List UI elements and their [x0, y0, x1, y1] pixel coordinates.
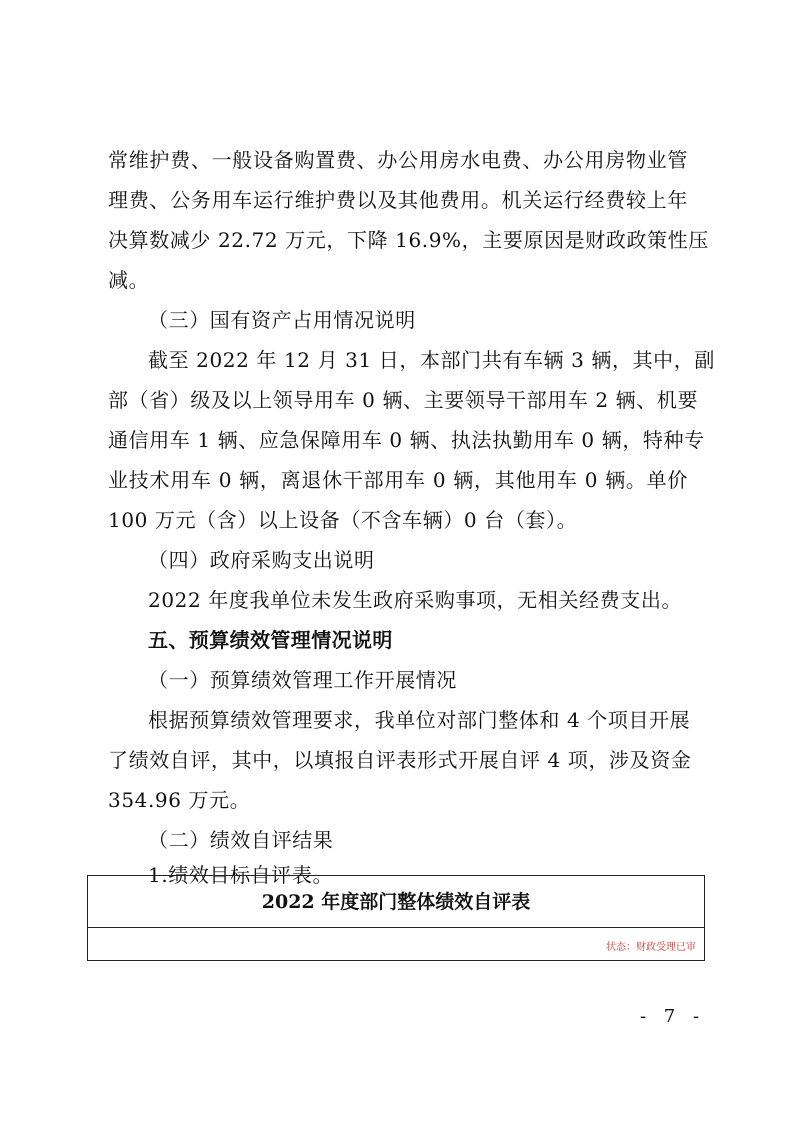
paragraph-line: 理费、公务用车运行维护费以及其他费用。机关运行经费较上年	[108, 188, 688, 212]
subheading-assets: （三）国有资产占用情况说明	[148, 308, 416, 332]
self-evaluation-table	[87, 875, 705, 961]
paragraph-line: 354.96 万元。	[108, 788, 251, 812]
section-heading: 五、预算绩效管理情况说明	[148, 628, 393, 652]
paragraph-line: 减。	[108, 268, 150, 292]
subheading-procurement: （四）政府采购支出说明	[148, 548, 375, 572]
paragraph-line: 2022 年度我单位未发生政府采购事项，无相关经费支出。	[148, 588, 683, 612]
subheading-work: （一）预算绩效管理工作开展情况	[148, 668, 457, 692]
paragraph-line: 常维护费、一般设备购置费、办公用房水电费、办公用房物业管	[108, 148, 688, 172]
paragraph-line: 决算数减少 22.72 万元，下降 16.9%，主要原因是财政政策性压	[108, 228, 709, 252]
paragraph-line: 1.绩效目标自评表。	[148, 863, 334, 887]
paragraph-line: 通信用车 1 辆、应急保障用车 0 辆、执法执勤用车 0 辆，特种专	[108, 428, 705, 452]
table-title: 2022 年度部门整体绩效自评表	[88, 876, 704, 928]
paragraph-line: 了绩效自评，其中，以填报自评表形式开展自评 4 项，涉及资金	[108, 748, 692, 772]
paragraph-line: 截至 2022 年 12 月 31 日，本部门共有车辆 3 辆，其中，副	[148, 348, 715, 372]
paragraph-line: 部（省）级及以上领导用车 0 辆、主要领导干部用车 2 辆、机要	[108, 388, 699, 412]
paragraph-line: 业技术用车 0 辆，离退休干部用车 0 辆，其他用车 0 辆。单价	[108, 468, 688, 492]
paragraph-line: 100 万元（含）以上设备（不含车辆）0 台（套）。	[108, 508, 578, 532]
paragraph-line: 根据预算绩效管理要求，我单位对部门整体和 4 个项目开展	[148, 708, 691, 732]
page-number: - 7 -	[640, 1006, 706, 1027]
status-stamp: 状态：财政受理已审	[606, 942, 696, 953]
subheading-result: （二）绩效自评结果	[148, 828, 334, 852]
